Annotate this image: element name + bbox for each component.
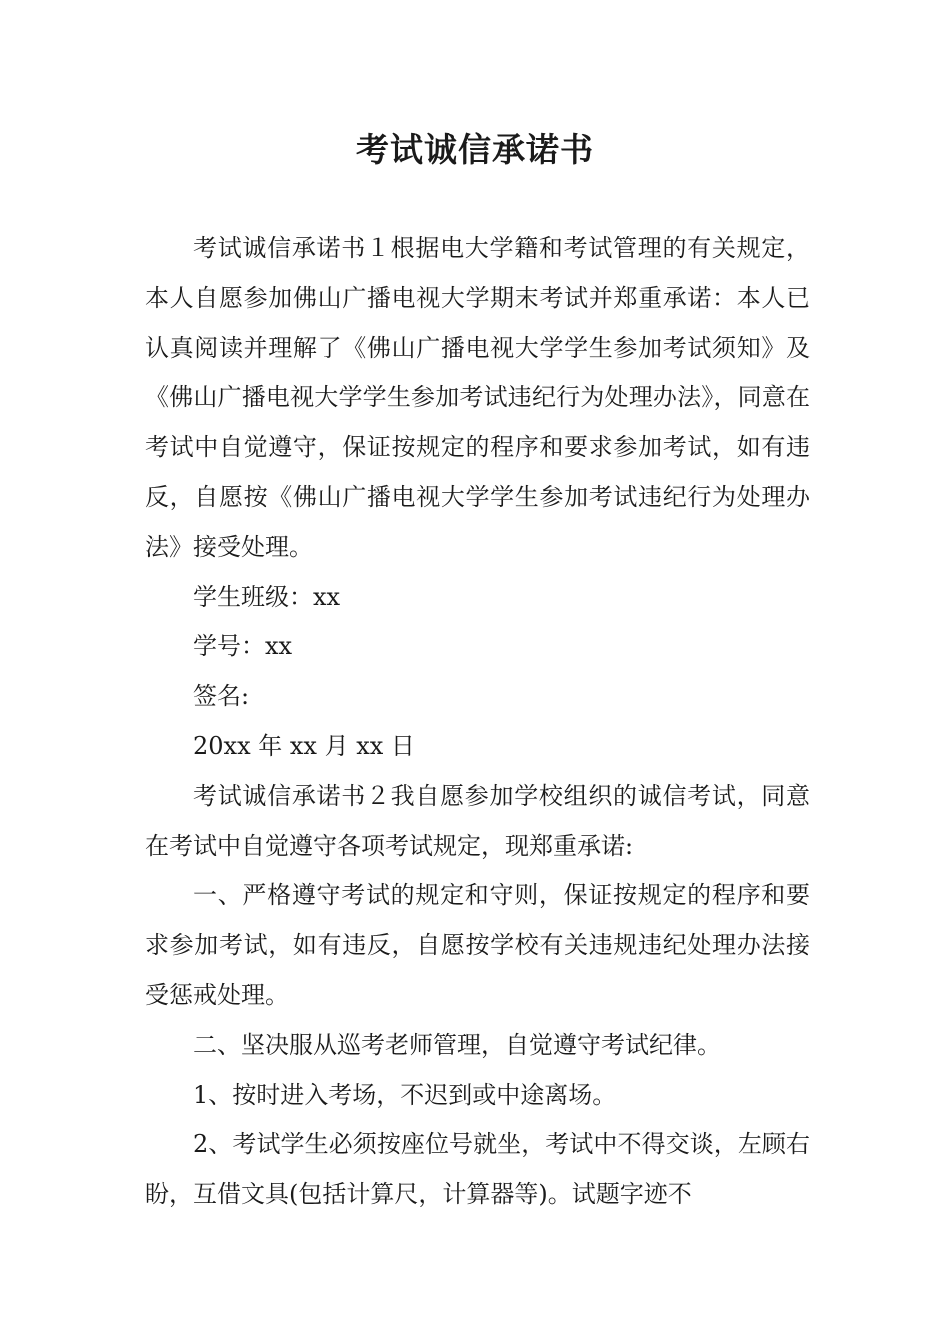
paragraph-pledge-2: 考试诚信承诺书２我自愿参加学校组织的诚信考试，同意在考试中自觉遵守各项考试规定，现郑重承诺:: [145, 781, 810, 860]
paragraph-item-2: 2、考试学生必须按座位号就坐，考试中不得交谈，左顾右盼，互借文具(包括计算尺，计算器等)。试题字迹不: [145, 1130, 810, 1209]
paragraph-rule-1: 一、严格遵守考试的规定和守则，保证按规定的程序和要求参加考试，如有违反，自愿按学校有关违规违纪处理办法接受惩戒处理。: [145, 881, 810, 1009]
paragraph-item-1: 1、按时进入考场，不迟到或中途离场。: [193, 1080, 617, 1109]
paragraph-pledge-1: 考试诚信承诺书１根据电大学籍和考试管理的有关规定，本人自愿参加佛山广播电视大学期末考试并郑重承诺：本人已认真阅读并理解了《佛山广播电视大学学生参加考试须知》及《佛山广播电视大学学生参加考试违纪行为处理办法》，同意在考试中自觉遵守，保证按规定的程序和要求参加考试，如有违反，自愿按《佛山广播电视大学学生参加考试违纪行为处理办法》接受处理。: [145, 234, 810, 561]
date-line: 20xx 年 xx 月 xx 日: [193, 731, 415, 760]
signature-line: 签名:: [193, 682, 250, 711]
student-id-line: 学号：xx: [193, 632, 293, 661]
paragraph-rule-2: 二、坚决服从巡考老师管理，自觉遵守考试纪律。: [193, 1030, 721, 1059]
document-body: [145, 224, 810, 1220]
student-class-line: 学生班级：xx: [193, 582, 341, 611]
document-title: 考试诚信承诺书: [356, 130, 594, 169]
